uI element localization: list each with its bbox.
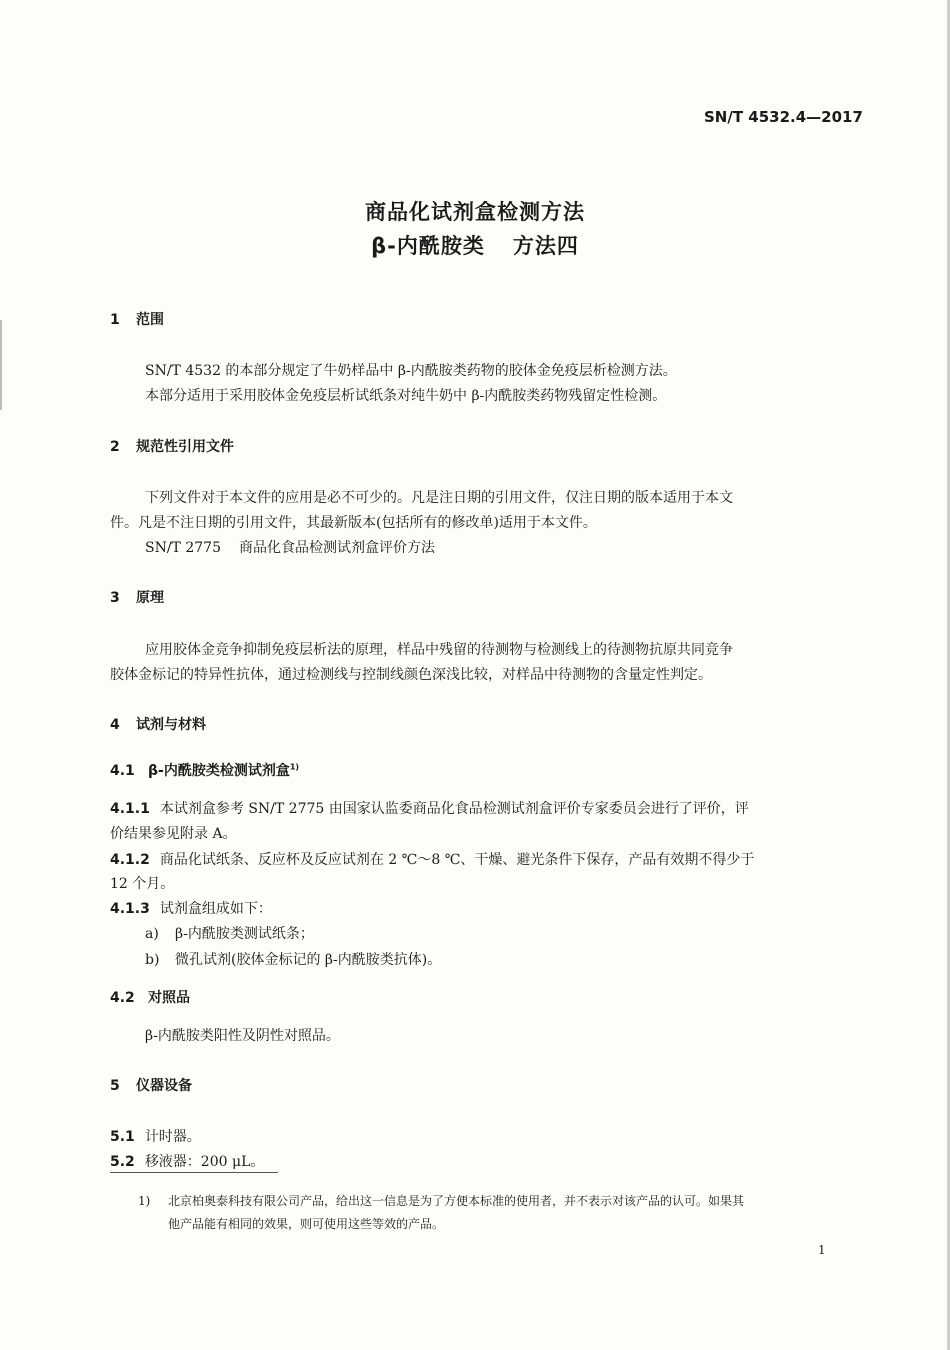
page-number: 1 [818,1243,826,1257]
reference-code: SN/T 2775 [145,540,221,556]
clause-4-1-3 [110,898,272,918]
clause-text: 本试剂盒参考 SN/T 2775 由国家认监委商品化食品检测试剂盒评价专家委员会进行了评价，评 [159,801,749,817]
list-item-text: β-内酰胺类测试纸条； [175,926,314,942]
title-line-1: 商品化试剂盒检测方法 [365,200,585,224]
section-title: 规范性引用文件 [136,439,234,455]
clause-number: 4.1.2 [110,852,150,868]
list-item [145,949,441,969]
subsection-title: β-内酰胺类检测试剂盒 [148,763,290,779]
section-number: 1 [110,312,120,328]
section-4-heading [110,714,206,734]
clause-number: 5.1 [110,1129,135,1145]
clause-number: 5.2 [110,1154,135,1170]
list-item [145,923,314,943]
title-line-2-subject: β-内酰胺类 [371,234,485,258]
footnote-line-1 [138,1192,744,1209]
footnote-separator [110,1172,278,1173]
list-item-label: a) [145,926,159,942]
standard-code: SN/T 4532.4—2017 [704,108,863,126]
section-3-paragraph-line-2: 胶体金标记的特异性抗体，通过检测线与控制线颜色深浅比较，对样品中待测物的含量定性判定。 [110,667,712,683]
title-line-2 [0,230,950,260]
subsection-4-2-heading [110,987,190,1007]
section-3-heading [110,587,164,607]
clause-5-1 [110,1126,201,1146]
subsection-number: 4.1 [110,763,135,779]
section-2-paragraph-line-1: 下列文件对于本文件的应用是必不可少的。凡是注日期的引用文件，仅注日期的版本适用于本文 [145,490,733,506]
section-5-heading [110,1075,192,1095]
list-item-text: 微孔试剂(胶体金标记的 β-内酰胺类抗体)。 [175,952,442,968]
clause-text: 商品化试纸条、反应杯及反应试剂在 2 ℃～8 ℃、干燥、避光条件下保存，产品有效期不得少于 [159,852,755,868]
section-1-paragraph-1: SN/T 4532 的本部分规定了牛奶样品中 β-内酰胺类药物的胶体金免疫层析检测方法。 [145,363,677,379]
section-title: 仪器设备 [136,1078,192,1094]
reference-title: 商品化食品检测试剂盒评价方法 [238,540,435,556]
list-item-label: b) [145,952,160,968]
section-number: 2 [110,439,120,455]
clause-text: 计时器。 [144,1129,201,1145]
subsection-title: 对照品 [148,990,190,1006]
section-title: 试剂与材料 [136,717,206,733]
footnote-line-2: 他产品能有相同的效果，则可使用这些等效的产品。 [168,1217,445,1231]
clause-text: 移液器：200 μL。 [144,1154,265,1170]
clause-4-1-1-line-1 [110,798,749,818]
scan-edge-left [0,320,2,410]
clause-number: 4.1.1 [110,801,150,817]
footnote-text: 北京柏奥泰科技有限公司产品，给出这一信息是为了方便本标准的使用者，并不表示对该产品的认可。如果其 [168,1194,745,1208]
subsection-4-2-text: β-内酰胺类阳性及阴性对照品。 [145,1028,340,1044]
clause-4-1-2-line-2: 12 个月。 [110,876,175,892]
clause-number: 4.1.3 [110,901,150,917]
title-line-2-method: 方法四 [512,234,579,258]
footnote-reference: 1) [289,762,300,772]
normative-reference [145,537,435,557]
subsection-number: 4.2 [110,990,135,1006]
clause-5-2 [110,1151,264,1171]
section-title: 范围 [136,312,164,328]
clause-4-1-2-line-1 [110,849,754,869]
section-3-paragraph-line-1: 应用胶体金竞争抑制免疫层析法的原理，样品中残留的待测物与检测线上的待测物抗原共同竞争 [145,642,733,658]
subsection-4-1-heading [110,760,299,780]
section-title: 原理 [136,590,164,606]
section-number: 5 [110,1078,120,1094]
section-1-heading [110,309,164,329]
section-2-paragraph-line-2: 件。凡是不注日期的引用文件，其最新版本(包括所有的修改单)适用于本文件。 [110,515,597,531]
section-2-heading [110,436,234,456]
section-number: 3 [110,590,120,606]
clause-4-1-1-line-2: 价结果参见附录 A。 [110,826,237,842]
section-number: 4 [110,717,120,733]
section-1-paragraph-2: 本部分适用于采用胶体金免疫层析试纸条对纯牛奶中 β-内酰胺类药物残留定性检测。 [145,388,667,404]
footnote-number: 1) [138,1194,151,1208]
clause-text: 试剂盒组成如下： [159,901,272,917]
